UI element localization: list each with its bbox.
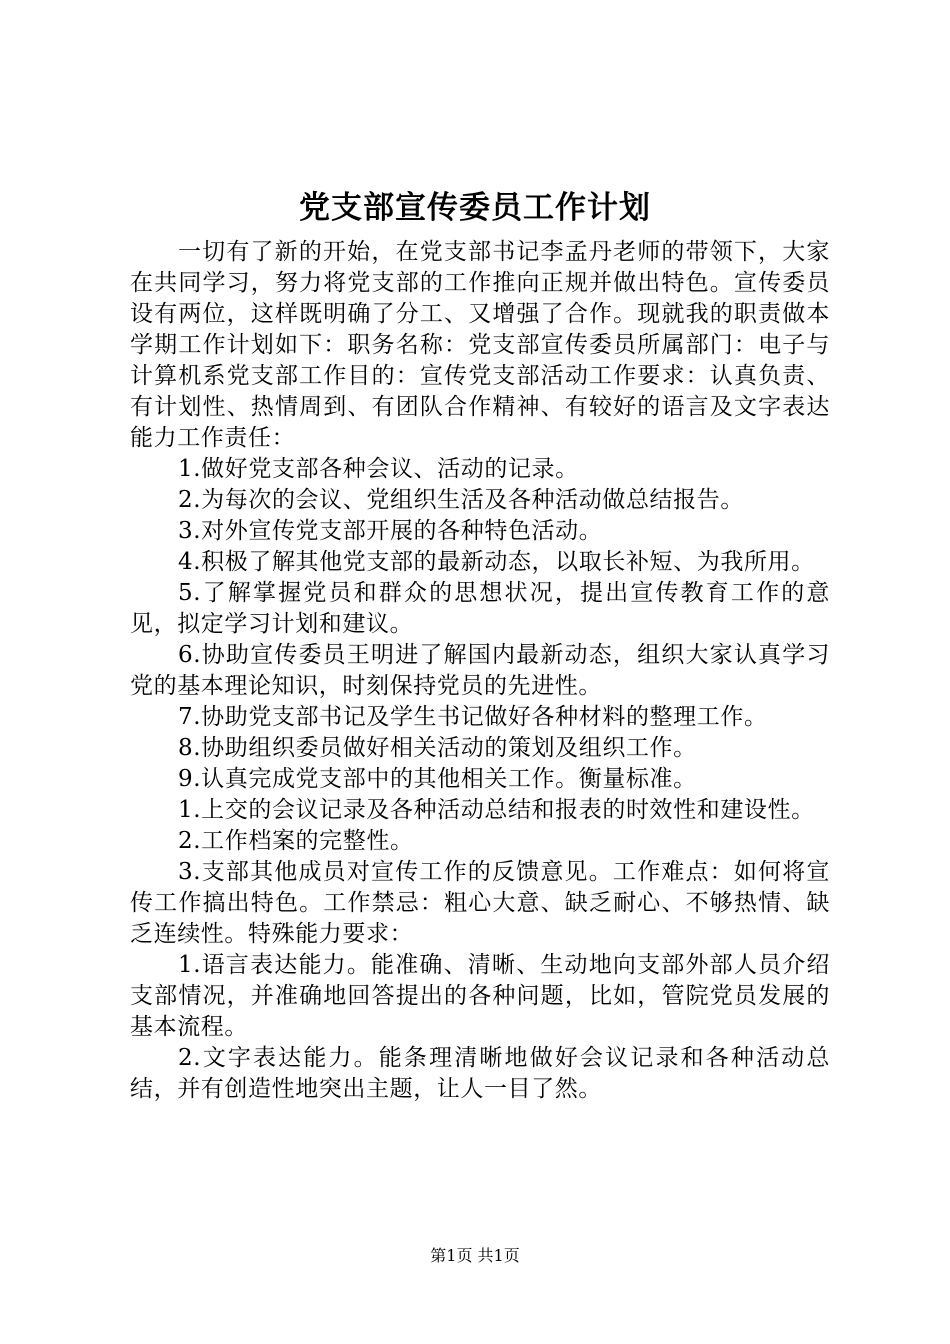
paragraph-duty-1: 1.做好党支部各种会议、活动的记录。	[178, 456, 579, 482]
paragraph-ability-2: 2.文字表达能力。能条理清晰地做好会议记录和各种活动总结，并有创造性地突出主题，让人一目了然。	[130, 1045, 830, 1102]
paragraph-duty-7: 7.协助党支部书记及学生书记做好各种材料的整理工作。	[178, 704, 768, 730]
paragraph-duty-5: 5.了解掌握党员和群众的思想状况，提出宣传教育工作的意见，拟定学习计划和建议。	[130, 580, 830, 637]
paragraph-duty-3: 3.对外宣传党支部开展的各种特色活动。	[178, 518, 603, 544]
paragraph-ability-1: 1.语言表达能力。能准确、清晰、生动地向支部外部人员介绍支部情况，并准确地回答提出的各种问题，比如，管院党员发展的基本流程。	[130, 952, 830, 1040]
document-title: 党支部宣传委员工作计划	[299, 190, 651, 226]
paragraph-duty-2: 2.为每次的会议、党组织生活及各种活动做总结报告。	[178, 487, 744, 513]
paragraph-standard-1: 1.上交的会议记录及各种活动总结和报表的时效性和建设性。	[178, 797, 815, 823]
document-body	[130, 237, 830, 1105]
page-footer: 第1页 共1页	[430, 1246, 520, 1265]
paragraph-duty-9: 9.认真完成党支部中的其他相关工作。衡量标准。	[178, 766, 697, 792]
paragraph-duty-6: 6.协助宣传委员王明进了解国内最新动态，组织大家认真学习党的基本理论知识，时刻保持党员的先进性。	[130, 642, 830, 699]
paragraph-duty-4: 4.积极了解其他党支部的最新动态，以取长补短、为我所用。	[178, 549, 815, 575]
paragraph-intro: 一切有了新的开始，在党支部书记李孟丹老师的带领下，大家在共同学习，努力将党支部的工作推向正规并做出特色。宣传委员设有两位，这样既明确了分工、又增强了合作。现就我的职责做本学期工作计划如下：职务名称：党支部宣传委员所属部门：电子与计算机系党支部工作目的：宣传党支部活动工作要求：认真负责、有计划性、热情周到、有团队合作精神、有较好的语言及文字表达能力工作责任：	[130, 239, 830, 451]
paragraph-duty-8: 8.协助组织委员做好相关活动的策划及组织工作。	[178, 735, 697, 761]
paragraph-standard-2: 2.工作档案的完整性。	[178, 828, 414, 854]
paragraph-standard-3: 3.支部其他成员对宣传工作的反馈意见。工作难点：如何将宣传工作搞出特色。工作禁忌：粗心大意、缺乏耐心、不够热情、缺乏连续性。特殊能力要求：	[130, 859, 830, 947]
